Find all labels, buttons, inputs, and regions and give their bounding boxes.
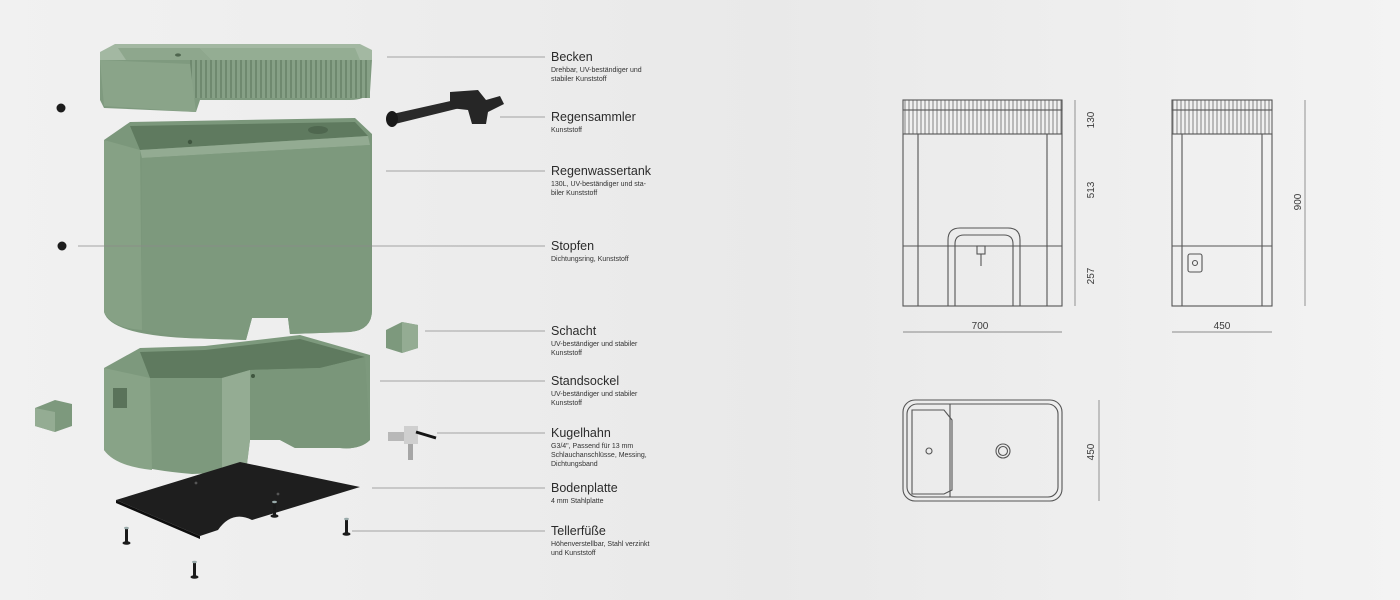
- regenwassertank-part: [104, 118, 372, 340]
- label-standsockel: [551, 374, 701, 408]
- part-desc: G3/4", Passend für 13 mm Schlauchanschlüsse, Messing, Dichtungsband: [551, 443, 647, 468]
- part-name: Kugelhahn: [551, 426, 611, 440]
- part-desc: Dichtungsring, Kunststoff: [551, 256, 629, 263]
- top-view-drawing: [903, 400, 1099, 501]
- part-name: Becken: [551, 50, 593, 64]
- part-desc: UV-beständiger und stabiler Kunststoff: [551, 391, 638, 407]
- label-schacht: [551, 324, 701, 358]
- part-name: Regenwassertank: [551, 164, 652, 178]
- kugelhahn-part: [388, 426, 436, 460]
- dim-front-mid: 513: [1086, 181, 1097, 199]
- part-name: Standsockel: [551, 374, 620, 388]
- dim-front-bottom: 257: [1086, 267, 1097, 285]
- label-kugelhahn: [551, 426, 701, 469]
- dim-front-top: 130: [1086, 111, 1097, 129]
- regensammler-part: [386, 90, 504, 127]
- part-desc: Kunststoff: [551, 127, 583, 134]
- becken-part: [100, 44, 372, 112]
- stopfen-left-top: [57, 104, 66, 113]
- schacht-part: [386, 322, 418, 353]
- part-desc: 4 mm Stahlplatte: [551, 498, 604, 505]
- dim-side-height: 900: [1293, 193, 1304, 211]
- part-desc: 130L, UV-beständiger und sta- biler Kunststoff: [551, 181, 646, 197]
- label-bodenplatte: [551, 481, 701, 506]
- part-name: Schacht: [551, 324, 597, 338]
- part-desc: Höhenverstellbar, Stahl verzinkt und Kunststoff: [551, 541, 650, 557]
- dim-side-width: 450: [1213, 321, 1231, 332]
- front-view-drawing: [903, 100, 1075, 332]
- part-desc: Drehbar, UV-beständiger und stabiler Kunststoff: [551, 67, 642, 83]
- bodenplatte-part: [116, 462, 360, 539]
- standsockel-part: [104, 335, 370, 474]
- part-name: Bodenplatte: [551, 481, 618, 495]
- label-regensammler: [551, 110, 701, 135]
- part-name: Stopfen: [551, 239, 595, 253]
- part-name: Tellerfüße: [551, 524, 606, 538]
- stopfen-left: [58, 242, 67, 251]
- part-desc: UV-beständiger und stabiler Kunststoff: [551, 341, 638, 357]
- label-tellerfuesse: [551, 524, 701, 558]
- label-becken: [551, 50, 701, 84]
- side-view-drawing: [1172, 100, 1305, 332]
- label-regenwassertank: [551, 164, 701, 198]
- dim-front-width: 700: [971, 321, 989, 332]
- part-name: Regensammler: [551, 110, 636, 124]
- label-stopfen: [551, 239, 701, 264]
- dim-top-depth: 450: [1086, 443, 1097, 461]
- schacht-left-part: [35, 400, 72, 432]
